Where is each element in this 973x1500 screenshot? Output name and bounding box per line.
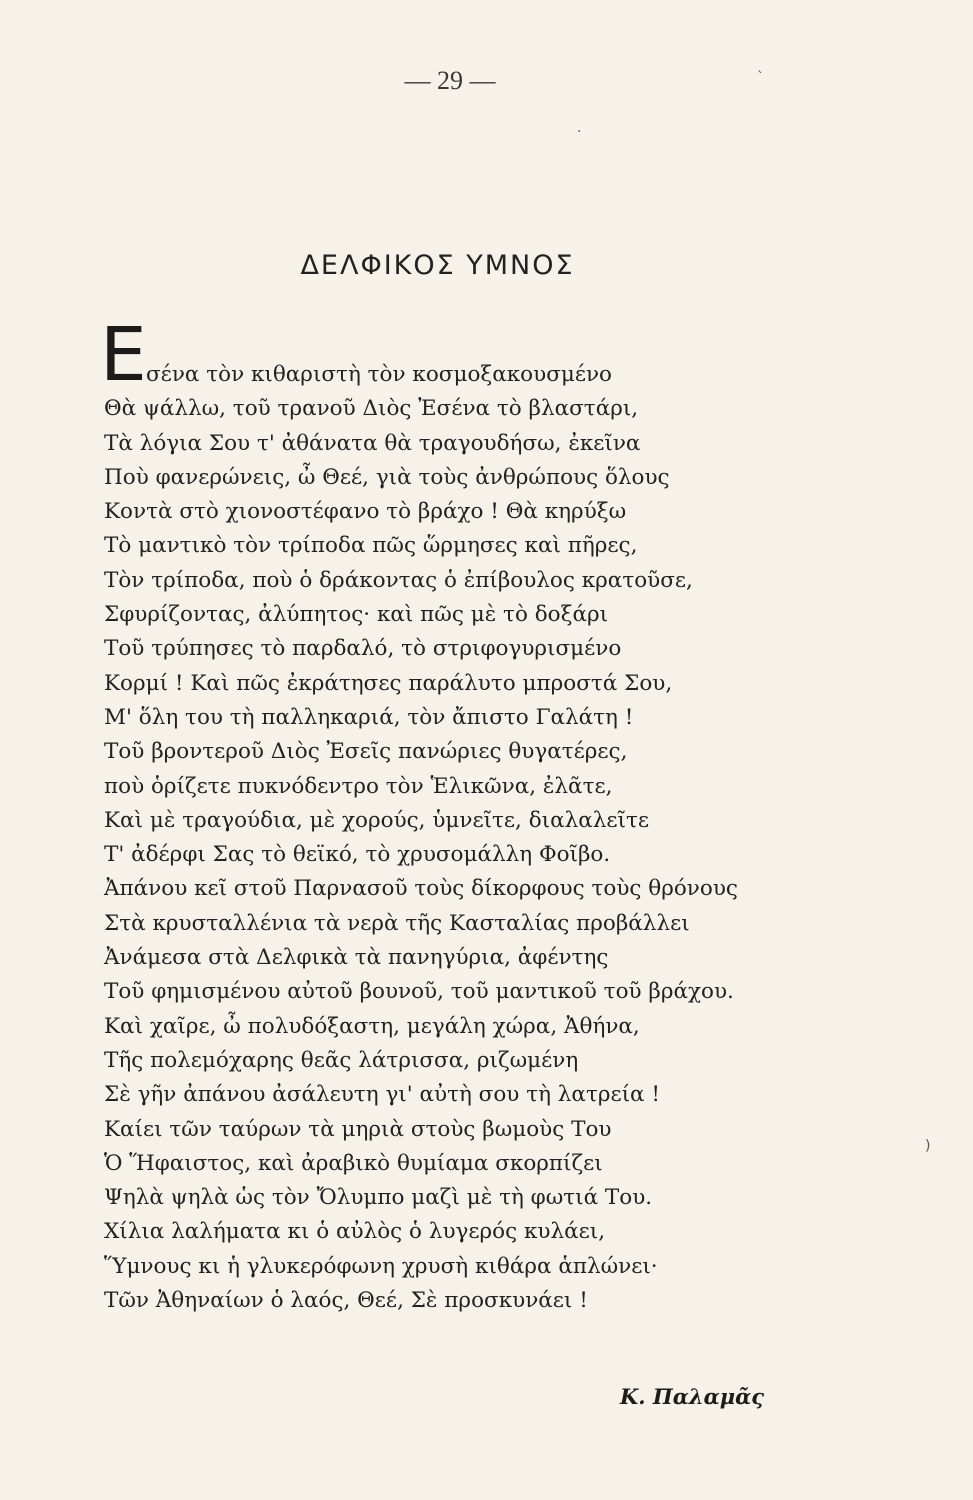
poem-line: Τῆς πολεμόχαρης θεᾶς λάτρισσα, ριζωμένη	[104, 1047, 579, 1073]
poem-line: Τοῦ τρύπησες τὸ παρδαλό, τὸ στριφογυρισμένο	[104, 636, 622, 662]
poem-line: Τῶν Ἀθηναίων ὁ λαός, Θεέ, Σὲ προσκυνάει !	[104, 1288, 588, 1314]
poem-line: Τοῦ φημισμένου αὐτοῦ βουνοῦ, τοῦ μαντικοῦ τοῦ βράχου.	[104, 979, 734, 1005]
print-speck: ˋ	[757, 70, 764, 86]
poem-line: Ψηλὰ ψηλὰ ὡς τὸν Ὄλυμπο μαζὶ μὲ τὴ φωτιά Του.	[104, 1185, 653, 1211]
poem-line: Σφυρίζοντας, ἀλύπητος· καὶ πῶς μὲ τὸ δοξάρι	[104, 602, 609, 628]
poem-line: Σὲ γῆν ἀπάνου ἀσάλευτη γι' αὐτὴ σου τὴ λατρεία !	[104, 1082, 661, 1108]
drop-cap: Ε	[100, 312, 147, 398]
poem-body	[104, 358, 844, 1318]
poem-line: Ἀπάνου κεῖ στοῦ Παρνασοῦ τοὺς δίκορφους τοὺς θρόνους	[104, 876, 738, 902]
poem-line: ποὺ ὁρίζετε πυκνόδεντρο τὸν Ἑλικῶνα, ἐλᾶτε,	[104, 773, 613, 799]
margin-mark: )	[925, 1138, 931, 1154]
poem-line: Τοῦ βροντεροῦ Διὸς Ἐσεῖς πανώριες θυγατέρες,	[104, 739, 628, 765]
poem-line: Στὰ κρυσταλλένια τὰ νερὰ τῆς Κασταλίας προβάλλει	[104, 910, 690, 936]
poem-line: Καὶ μὲ τραγούδια, μὲ χορούς, ὑμνεῖτε, διαλαλεῖτε	[104, 807, 649, 833]
poem-line: Τὸ μαντικὸ τὸν τρίποδα πῶς ὥρμησες καὶ πῆρες,	[104, 533, 638, 559]
poem-line: Ἀνάμεσα στὰ Δελφικὰ τὰ πανηγύρια, ἀφέντης	[104, 945, 609, 971]
poem-line: Θὰ ψάλλω, τοῦ τρανοῦ Διὸς Ἐσένα τὸ βλαστάρι,	[104, 396, 639, 422]
page-number: — 29 —	[404, 66, 496, 95]
poem-line: Ὁ Ἥφαιστος, καὶ ἀραβικὸ θυμίαμα σκορπίζει	[104, 1150, 603, 1176]
poem-line: Τὸν τρίποδα, ποὺ ὁ δράκοντας ὁ ἐπίβουλος κρατοῦσε,	[104, 567, 693, 593]
author-signature: Κ. Παλαμᾶς	[620, 1384, 765, 1409]
poem-line: Ὕμνους κι ἡ γλυκερόφωνη χρυσὴ κιθάρα ἁπλώνει·	[104, 1253, 658, 1279]
poem-line: Χίλια λαλήματα κι ὁ αὐλὸς ὁ λυγερός κυλάει,	[104, 1219, 606, 1245]
poem-line: Τὰ λόγια Σου τ' ἀθάνατα θὰ τραγουδήσω, ἐκεῖνα	[104, 430, 641, 456]
poem-line: Κοντὰ στὸ χιονοστέφανο τὸ βράχο ! Θὰ κηρύξω	[104, 499, 627, 525]
poem-line: Μ' ὅλη του τὴ παλληκαριά, τὸν ἄπιστο Γαλάτη !	[104, 704, 634, 730]
poem-title: ΔΕΛΦΙΚΟΣ ΥΜΝΟΣ	[300, 250, 575, 281]
poem-line: Κορμί ! Καὶ πῶς ἐκράτησες παράλυτο μπροστά Σου,	[104, 670, 673, 696]
poem-line: Τ' ἀδέρφι Σας τὸ θεϊκό, τὸ χρυσομάλλη Φοῖβο.	[104, 842, 611, 868]
poem-line: σένα τὸν κιθαριστὴ τὸν κοσμοξακουσμένο	[146, 362, 612, 387]
poem-line: Ποὺ φανερώνεις, ὦ Θεέ, γιὰ τοὺς ἀνθρώπους ὅλους	[104, 464, 670, 490]
print-speck: ·	[577, 124, 582, 140]
poem-line: Καὶ χαῖρε, ὦ πολυδόξαστη, μεγάλη χώρα, Ἀθήνα,	[104, 1013, 640, 1039]
poem-line: Καίει τῶν ταύρων τὰ μηριὰ στοὺς βωμοὺς Του	[104, 1116, 612, 1142]
